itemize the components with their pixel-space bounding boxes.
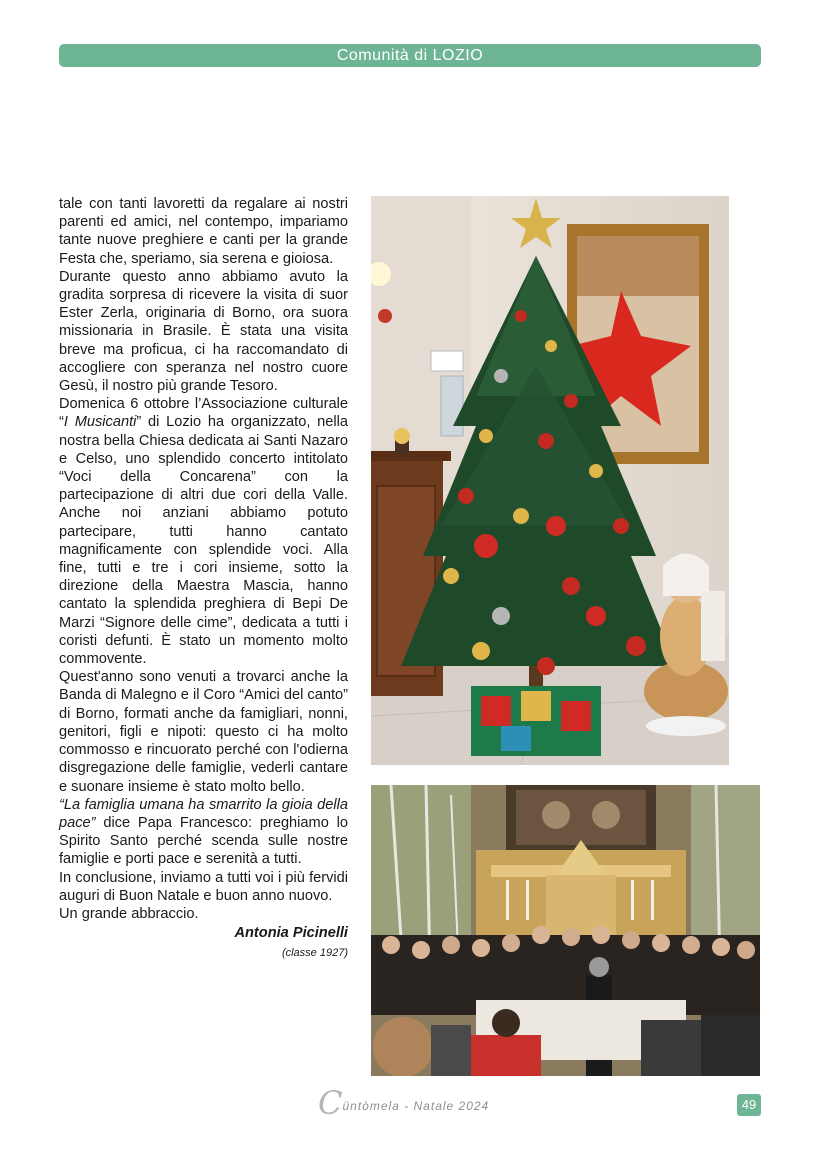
brand-text: üntòmela - Natale 2024 bbox=[342, 1099, 490, 1113]
article-paragraph: Un grande abbraccio. bbox=[59, 905, 199, 922]
text-run: dice Papa Francesco: preghiamo lo Spirito Santo perché scenda sulle nostre famiglie e porti pace e serenità a tutti. bbox=[59, 814, 348, 868]
author-signature: Antonia Picinelli bbox=[234, 925, 348, 942]
magazine-brand bbox=[318, 1084, 490, 1122]
article-paragraph: In conclusione, inviamo a tutti voi i più fervidi auguri di Buon Natale e buon anno nuovo. bbox=[59, 869, 348, 904]
article-paragraph: Quest'anno sono venuti a trovarci anche la Banda di Malegno e il Coro “Amici del canto” di Borno, formati anche da famigliari, nonni, genitori, figli e nipoti: questo ci ha molto commosso e rincuorato perché con l'odierna disgregazione delle famiglie, vederli cantare e suonare insieme è stato molto bello. bbox=[59, 669, 348, 795]
section-header bbox=[59, 44, 761, 67]
brand-initial: C bbox=[318, 1084, 343, 1122]
choir-concert-photo bbox=[371, 785, 760, 1076]
quote-text: “La famiglia umana ha smarrito la gioia della pace” bbox=[59, 796, 348, 831]
christmas-tree-photo bbox=[371, 196, 729, 765]
christmas-tree-illustration bbox=[371, 196, 729, 765]
page-number: 49 bbox=[737, 1094, 761, 1116]
article-text-column bbox=[59, 195, 348, 963]
italic-text: I Musicanti bbox=[63, 414, 137, 431]
choir-concert-illustration bbox=[371, 785, 760, 1076]
article-paragraph bbox=[59, 796, 348, 869]
article-paragraph bbox=[59, 395, 348, 668]
section-title: Comunità di LOZIO bbox=[336, 47, 484, 64]
text-run: Domenica 6 ottobre l’Associazione culturale “ bbox=[59, 396, 348, 431]
text-run: ” di Lozio ha organizzato, nella nostra bella Chiesa dedicata ai Santi Nazaro e Celso, uno splendido concerto intitolato “Voci della Concarena” con la partecipazione di altri due cori della Valle. Anche noi anziani abbiamo potuto partecipare, tutti hanno cantato magnificamente con splendide voci. Alla fine, tutti e tre i cori insieme, sotto la direzione della Maestra Mascia, hanno cantato la splendida preghiera di Bepi De Marzi “Signore delle cime”, dedicata a tutti i coristi defunti. È stato un momento molto commovente. bbox=[59, 414, 349, 668]
article-paragraph: tale con tanti lavoretti da regalare ai nostri parenti ed amici, nel contempo, impariamo tante nuove preghiere e canti per la grande Festa che, speriamo, sia serena e gioiosa. bbox=[59, 196, 348, 267]
author-class: (classe 1927) bbox=[281, 947, 348, 960]
article-paragraph: Durante questo anno abbiamo avuto la gradita sorpresa di ricevere la visita di suor Ester Zerla, originaria di Borno, ora suora missionaria in Brasile. È stata una visita breve ma proficua, ci ha raccomandato di accogliere con speranza nel nostro cuore Gesù, il nostro più grande Tesoro. bbox=[59, 268, 348, 395]
